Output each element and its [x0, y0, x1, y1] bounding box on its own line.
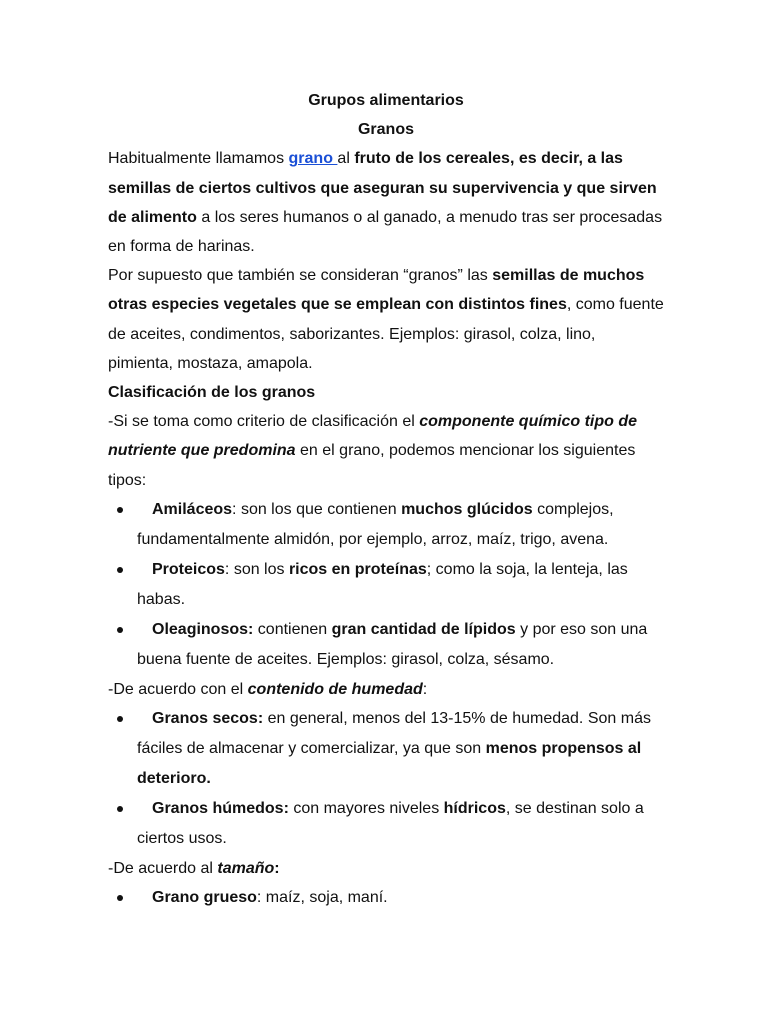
para2-text-2: , como fuente de aceites, condimentos, saborizantes. Ejemplos: girasol, colza, lino, pimienta, mostaza, amapola.: [108, 296, 664, 372]
crit3-bold-italic: tamaño: [217, 860, 275, 878]
grano-link[interactable]: grano: [288, 150, 338, 168]
list-item-term: Amiláceos: [152, 500, 233, 518]
list-item-term: Granos húmedos:: [152, 800, 289, 818]
criterion-3-paragraph: [108, 854, 664, 883]
criterion-1-paragraph: [108, 407, 664, 495]
list-item-text: ; como la soja, la lenteja, las habas.: [137, 560, 628, 608]
list-item-text: , se destinan solo a ciertos usos.: [137, 800, 644, 848]
crit3-text-1: -De acuerdo al: [108, 860, 218, 878]
list-item-bold: menos propensos al deterioro.: [137, 740, 642, 788]
list-item: [108, 555, 664, 615]
list-item-text: y por eso son una buena fuente de aceites. Ejemplos: girasol, colza, sésamo.: [137, 620, 648, 668]
para2-bold-1: semillas de muchos otras especies vegetales que se emplean con distintos fines: [108, 267, 645, 314]
criterion-2-paragraph: [108, 675, 664, 704]
list-item-text: complejos, fundamentalmente almidón, por ejemplo, arroz, maíz, trigo, avena.: [137, 500, 614, 548]
list-item-bold: gran cantidad de lípidos: [331, 620, 516, 638]
list-item: [108, 615, 664, 675]
list-item-text: en general, menos del 13-15% de humedad. Son más fáciles de almacenar y comercializar, ya que son: [137, 710, 651, 758]
second-paragraph: [108, 261, 664, 378]
crit2-bold-italic: contenido de humedad: [247, 680, 423, 698]
document-title: Grupos alimentarios: [308, 92, 464, 109]
size-types-list: [108, 883, 664, 913]
list-item-text: : maíz, soja, maní.: [256, 889, 388, 907]
intro-text-3: a los seres humanos o al ganado, a menudo tras ser procesadas en forma de harinas.: [108, 208, 663, 256]
classification-heading: [108, 378, 664, 407]
list-item: [108, 883, 664, 913]
list-item-term: Oleaginosos:: [152, 620, 254, 638]
moisture-types-list: [108, 704, 664, 854]
chemical-types-list: [108, 495, 664, 675]
list-item-term: Grano grueso: [152, 889, 257, 907]
list-item-bold: hídricos: [443, 800, 506, 818]
document-subtitle: Granos: [357, 121, 414, 139]
para2-text-1: Por supuesto que también se consideran “granos” las: [108, 267, 493, 285]
list-item-bold: muchos glúcidos: [401, 500, 533, 518]
list-item-term: Proteicos: [152, 560, 225, 578]
crit1-bold-italic: componente químico tipo de nutriente que predomina: [108, 413, 638, 460]
classification-heading-text: Clasificación de los granos: [108, 384, 316, 402]
list-item-text: : son los: [224, 560, 289, 578]
list-item: [108, 704, 664, 794]
document-page: [108, 86, 664, 913]
list-item-term: Granos secos:: [152, 710, 264, 728]
crit1-text-1: -Si se toma como criterio de clasificación el: [108, 413, 420, 431]
list-item-text: con mayores niveles: [288, 800, 444, 818]
intro-bold-1: fruto de los cereales, es decir, a las semillas de ciertos cultivos que aseguran su supervivencia y que sirven de alimento: [108, 150, 657, 226]
list-item: [108, 794, 664, 854]
intro-text-2: al: [337, 150, 355, 168]
intro-paragraph: [108, 144, 664, 261]
list-item-bold: ricos en proteínas: [288, 560, 427, 578]
crit1-text-2: en el grano, podemos mencionar los siguientes tipos:: [108, 442, 636, 489]
intro-text-1: Habitualmente llamamos: [108, 150, 289, 168]
list-item-text: contienen: [253, 620, 332, 638]
crit3-bold: :: [274, 860, 280, 878]
crit2-text-2: :: [422, 680, 428, 698]
crit2-text-1: -De acuerdo con el: [108, 680, 248, 698]
list-item-text: : son los que contienen: [232, 500, 402, 518]
list-item: [108, 495, 664, 555]
